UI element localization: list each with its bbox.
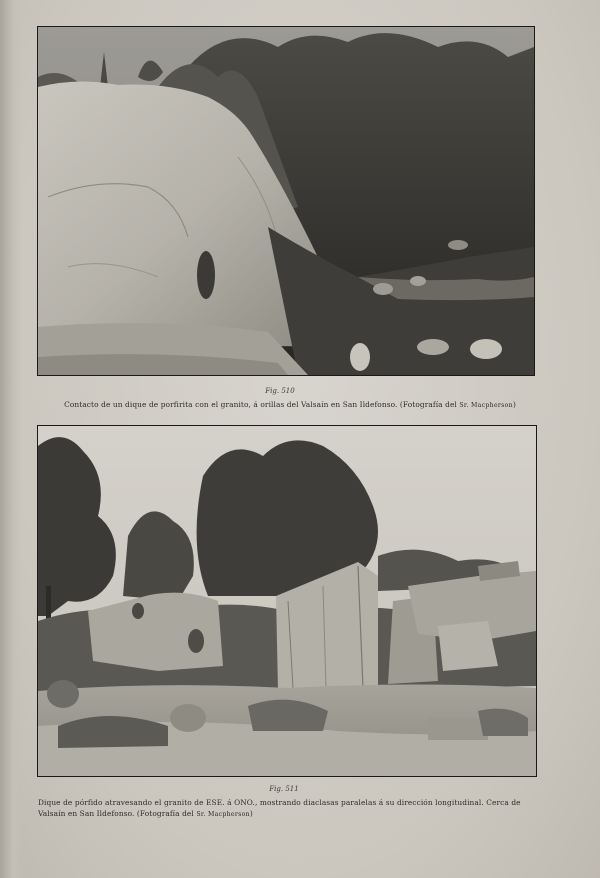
page-binding-shadow (0, 0, 22, 878)
photo-511-illustration (38, 426, 536, 776)
figure-511-photo-credit: Sr. Macpherson (196, 811, 250, 818)
photo-porphyry-dike-joints (37, 425, 537, 777)
figure-511-number: Fig. 511 (269, 785, 299, 793)
photo-510-illustration (38, 27, 534, 375)
figure-511-caption (38, 797, 538, 820)
figure-510-caption (40, 399, 540, 411)
photo-granite-dike-riverbank (37, 26, 535, 376)
figure-510-number: Fig. 510 (265, 387, 295, 395)
figure-511-caption-line1: Dique de pórfido atravesando el granito de ESE. á ONO., mostrando diaclasas paralelas á su dirección longitudinal. Cerca de (38, 798, 521, 807)
figure-510-photo-credit: Sr. Macpherson (459, 402, 513, 409)
figure-511-caption-line2-text: Valsaín en San Ildefonso. (Fotografía del (38, 809, 197, 818)
figure-511-caption-line2 (38, 808, 538, 820)
figure-510-caption-end: ) (512, 400, 516, 409)
figure-511-caption-end: ) (249, 809, 253, 818)
figure-510-caption-text: Contacto de un dique de porfirita con el granito, á orillas del Valsaín en San Ildefonso. (Fotografía del (64, 400, 460, 409)
